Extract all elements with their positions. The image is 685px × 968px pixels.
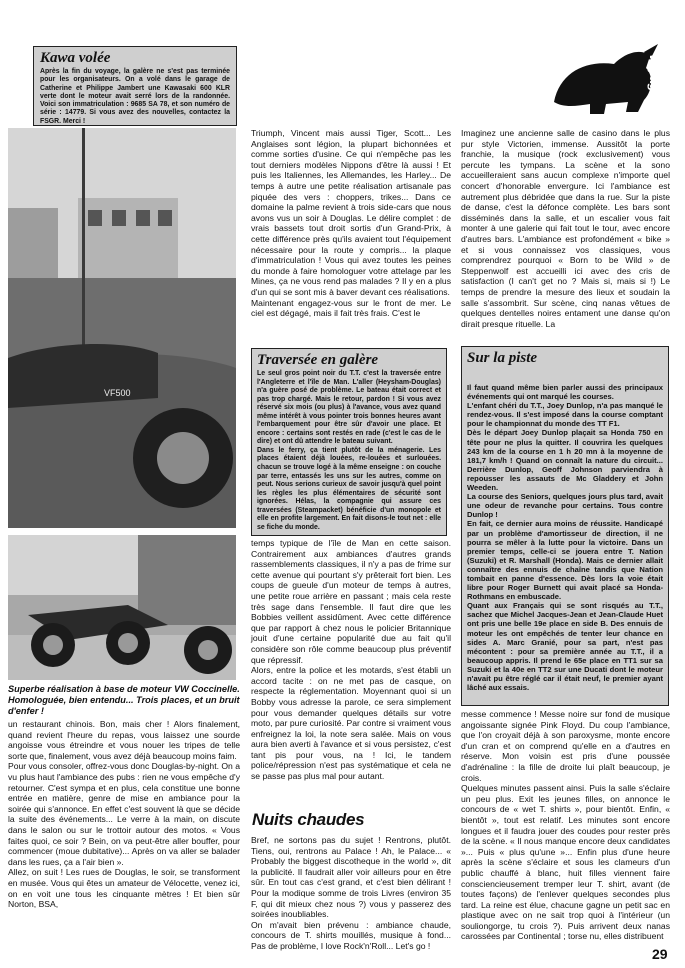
street-motorcycle-photo: [8, 128, 236, 528]
traversee-body: Le seul gros point noir du T.T. c'est la traversée entre l'Angleterre et l'île de Man. L'aller (Heysham-Douglas) n'a guère posé de problème. Le bateau était correct et pas trop chargé. Mais le retour, pardon ! Si vous avez réservé six mois (ou plus) à l'avance, vous avez quand même intérêt à vous pointer trois bonnes heures avant l'embarquement pour être sûr d'avoir une place. Et encore : certains sont restés en rade (c'est le cas de le dire) et ont dû attendre le bateau suivant. Dans le ferry, ça tient plutôt de la ménagerie. Les places étaient déjà louées, re-louées et surlouées. chacun se trouve logé à la même enseigne : on couche par terre, entassés les uns sur les autres, comme on peut. Nous serions curieux de savoir jusqu'à quel point les règles les plus élémentaires de sécurité sont ignorées. Hélas, la compagnie qui assure ces traversées (Steampacket) bénéficie d'un monopole et elle en profite largement. En fait disons-le tout net : elle se fiche du monde.: [257, 370, 441, 531]
col2-bottom-text: temps typique de l'île de Man en cette saison. Contrairement aux ambiances d'autres grands rassemblements classiques, il n'y a pas de frime sur cette avenue qui pourtant s'y prêterait fort bien. Les coups de gueule d'un moteur de temps à autres, une petite roue arrière en passant ; mais cela reste très sage dans l'ensemble. Il faut dire que les Bobbies veillent assidûment. Avec cette différence que par rapport à chez nous le policier Britannique jouit d'une certaine popularité due au fait qu'il considère son rôle comme beaucoup plus préventif que répressif. Alors, entre la police et les motards, s'est établi un accord tacite : on ne met pas de casque, on respecte la réglementation. Moyennant quoi si un Bobby vous adresse la parole, ce sera simplement pour vous demander quelques détails sur votre moto, par pure curiosité. Par contre si vraiment vous enfreignez la loi, la note sera salée. Mais on vous aura bien averti à l'avance et si vous persistez, c'est tant pis pour vous, na ! Ici, le tandem police/répression n'est pas systématique et cela ne se passe pas plus mal pour autant.: [251, 538, 451, 782]
col3-top-text: Imaginez une ancienne salle de casino dans le plus pur style Victorien, immense. Aussitôt la porte franchie, la musique (rock exclusivement) vous percute les tympans. La scène et la sono accueilleraient sans aucun complexe n'importe quel concert d'honorable envergure. Ici l'ambiance est autrement plus débridée que dans la rue. Sur la piste de danse, c'est la défonce complète. Les bars sont disséminés dans la salle, et un escalier vous fait monter à une galerie qui fait tout le tour, avec encore d'autres bars. L'ambiance est profondément « bike » et si vous connaissez vos classiques, vous comprendrez pourquoi « Born to be Wild » de Steppenwolf est accueilli ici avec des cris de satisfaction (I can't get no ? Mais si, mais si !) Le temps de prendre la mesure des lieux et soudain la salle s'assombrit. Sur scène, cinq nanas vêtues de quelques dentelles noires entament une danse qu'on dirait presque rituelle. La: [461, 128, 670, 329]
kawa-vole-body: Après la fin du voyage, la galère ne s'est pas terminée pour les organisateurs. On a volé dans le garage de Catherine et Philippe Jambert une Kawasaki 600 KLR verte dont le moteur avait serré lors de la randonnée. Voici son immatriculation : 9685 SA 78, et son numéro de série : 14779. Si vous avez des nouvelles, contactez la FSGR. Merci !: [40, 68, 230, 125]
traversee-box: [251, 348, 447, 536]
col3-bottom-text: messe commence ! Messe noire sur fond de musique angoissante signée Pink Floyd. Du coup l'ambiance, que l'on croyait déjà à son paroxysme, monte encore d'un cran et on comprend qu'elle en a d'autres en réserve. Mon voisin est pris d'une poussée d'adrénaline : la fille de droite lui plaît beaucoup, je crois. Quelques minutes passent ainsi. Puis la salle s'éclaire un peu plus. Exit les jeunes filles, on annonce le concours de « wet T. shirts », pour bientôt. Enfin, « bientôt », tout est relatif. Les minutes sont encore longues et il faudra jouer des coudes pour rester près de la scène. « Il nous manque encore deux candidates »... Puis « plus qu'une »... Enfin plus d'une heure après la scène s'éclaire et sous les clameurs d'un public chauffé à blanc, huit filles viennent faire consciencieusement tremper leur T. shirt, avant (de toutes façons) de l'enlever quelques secondes plus tard. La reine est élue, chacune gagne un petit sac en plastique avec on ne sait trop quoi à l'intérieur (un souliongorge, tu crois ?). Puis arrivent deux nanas carossées par Continental ; torse nu, elles distribuent: [461, 709, 670, 942]
nuits-chaudes-heading: Nuits chaudes: [252, 810, 365, 829]
traversee-title: Traversée en galère: [257, 352, 379, 368]
sur-la-piste-body: Il faut quand même bien parler aussi des principaux événements qui ont marqué les courses. L'enfant chéri du T.T., Joey Dunlop, n'a pas manqué le rendez-vous. Il s'est imposé dans la course comptant pour le championnat du monde des TT F1. Dès le départ Joey Dunlop plaçait sa Honda 750 en tête pour ne plus la quitter. Il couvrira les quelques 243 km de la course en 1 h 20 mn à la moyenne de 181,7 km/h ! Quand on connaît la nature du circuit... Derrière Dunlop, Geoff Johnson parviendra à repousser les assauts de Mc Gladdery et John Weeden. La course des Seniors, quelques jours plus tard, avait une odeur de revanche pour certains. Tous contre Dunlop ! En fait, ce dernier aura moins de réussite. Handicapé par un problème d'amortisseur de direction, il ne pourra se mêler à la lutte pour la victoire. Dans un premier temps, celle-ci se jouera entre T. Nation (Suzuki) et R. Marshall (Honda). Mais ce dernier allait connaître des ennuis de chaîne tandis que Nation tombait en panne d'essence. Dès lors la voie était libre pour Roger Burnett qui avait placé sa Honda-Rothmans en embuscade. Quant aux Français qui se sont risqués au T.T., sachez que Michel Jacques-Jean et Jean-Claude Huet ont pris une belle 19e place en side B. Des ennuis de moteur les ont empêchés de tenter leur chance en sides A. Marc Granié, pour sa part, n'est pas mécontent : pour sa première année au T.T., il a beaucoup appris. Il prend le 65e place en TT1 sur sa Suzuki et la 40e en TT2 sur une Ducati dont le moteur n'avait pu être réglé car il était neuf, le premier ayant lâché aux essais.: [467, 383, 663, 693]
col2-nuits-text: Bref, ne sortons pas du sujet ! Rentrons, plutôt. Tiens, oui, rentrons au Palace ! Ah, le Palace... « Probably the biggest discotheque in the world », dit la publicité. Il faudrait aller voir ailleurs pour en être sûr. En tout cas c'est grand, et c'est bien délirant ! Pour la modique somme de trois Livres (environ 35 F, qui dit mieux chez nous ?) vous y passerez des soirées inoubliables. On m'avait bien prévenu : ambiance chaude, concours de T. shirts mouillés, musique à fond... Pas de problème, I love Rock'n'Roll... Let's go !: [251, 835, 451, 951]
photo-caption: Superbe réalisation à base de moteur VW Coccinelle. Homologuée, bien entendu... Trois places, et un bruit d'enfer !: [8, 684, 240, 716]
sur-la-piste-box: [461, 346, 669, 706]
svg-text:VF500: VF500: [104, 388, 131, 398]
page-number: 29: [652, 946, 668, 962]
sur-la-piste-title: Sur la piste: [467, 350, 538, 366]
kawa-vole-box: [33, 46, 237, 126]
col1-bottom-text: un restaurant chinois. Bon, mais cher ! Alors finalement, quand revient l'heure du repas, vous laissez une sourde angoisse vous étreindre et vous nouer les tripes de telle sorte que, finalement, vous avez déjà beaucoup moins faim. Pour vous consoler, offrez-vous donc Douglas-by-night. On a vu plus haut l'ambiance des pubs : rien ne vous empêche d'y retourner. C'est sympa et en plus, cela constitue une bonne entrée en matière, genre de mise en ambiance pour la soirée qui s'annonce. En effet c'est souvent là que se décide la suite des événements... Le verre à la main, on discute dans le salon ou sur le trottoir autour des motos. « Vous faites quoi, ce soir ? Bein, on va peut-être aller bouffer, pour commencer (moue dubitative)... Après on va aller se balader dans les rues, ça a l'air bien ». Allez, on suit ! Les rues de Douglas, le soir, se transforment en musée. Vous qui êtes un amateur de Vélocette, venez ici, on en voit une tous les cinquante mètres ! Et bien sûr Norton, BSA,: [8, 719, 240, 910]
voyages-logo: [546, 42, 668, 118]
col2-top-text: Triumph, Vincent mais aussi Tiger, Scott... Les Anglaises sont légion, la plupart bichonnées et comme sorties d'usine. Ce qui n'empêche pas les tout derniers modèles Nippons d'être là aussi ! Et puis les Italiennes, les Allemandes, les Harley... De temps à autre une petite réalisation artisanale pas piquée des vers : choppers, trikes... Dans ce domaine la palme revient à trois side-cars que nous avons vus un soir à Douglas. Le délire complet : de vrais bassets tout droit sortis d'un Grand-Prix, à cette différence près qu'ils avaient tout l'équipement nécessaire pour la route y compris... la plaque d'immatriculation ! Vous qui avez toutes les peines du monde à faire homologuer votre attelage par les Mines, ça ne vous rend pas malades ? Il y en a plus d'un qui se sont mis à baver devant ces réalisations. Maintenant engagez-vous sur le front de mer. Le ciel est dégagé, mais il fait très frais. C'est le: [251, 128, 451, 319]
voyages-logo-text: voyages: [647, 53, 662, 107]
kawa-vole-title: Kawa volée: [40, 50, 111, 66]
trike-photo: [8, 535, 236, 680]
